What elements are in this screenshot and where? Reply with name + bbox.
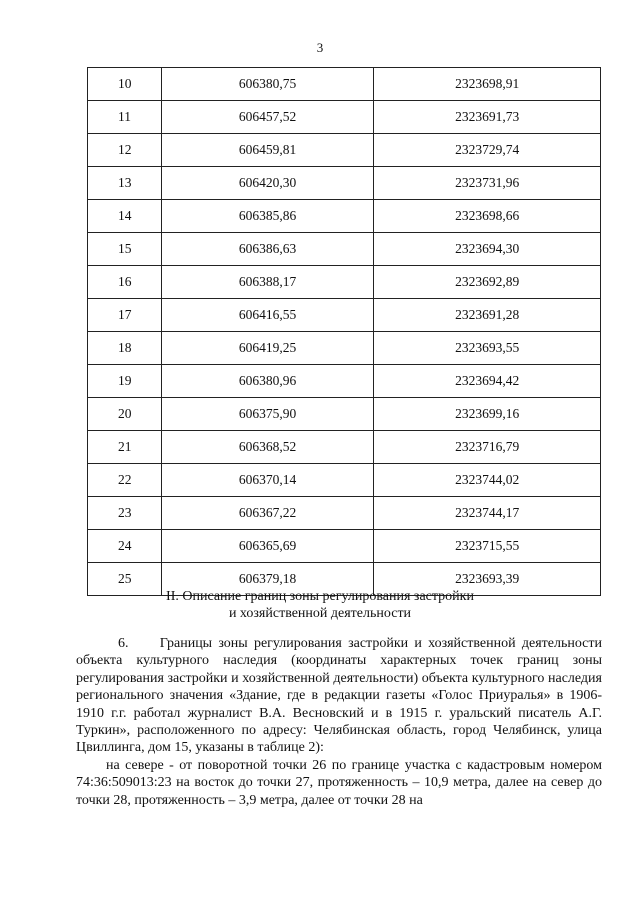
y-coordinate-cell: 2323699,16 <box>374 398 601 431</box>
x-coordinate-cell: 606368,52 <box>161 431 374 464</box>
table-row <box>88 233 601 266</box>
table-row <box>88 464 601 497</box>
coordinates-table-body <box>88 68 601 596</box>
point-number-cell: 20 <box>88 398 162 431</box>
y-coordinate-cell: 2323698,66 <box>374 200 601 233</box>
point-number-cell: 12 <box>88 134 162 167</box>
x-coordinate-cell: 606416,55 <box>161 299 374 332</box>
y-coordinate-cell: 2323691,28 <box>374 299 601 332</box>
point-number-cell: 11 <box>88 101 162 134</box>
point-number-cell: 21 <box>88 431 162 464</box>
table-row <box>88 497 601 530</box>
point-number-cell: 19 <box>88 365 162 398</box>
y-coordinate-cell: 2323715,55 <box>374 530 601 563</box>
x-coordinate-cell: 606375,90 <box>161 398 374 431</box>
point-number-cell: 16 <box>88 266 162 299</box>
point-number-cell: 15 <box>88 233 162 266</box>
y-coordinate-cell: 2323744,17 <box>374 497 601 530</box>
y-coordinate-cell: 2323694,30 <box>374 233 601 266</box>
table-row <box>88 398 601 431</box>
point-number-cell: 13 <box>88 167 162 200</box>
y-coordinate-cell: 2323691,73 <box>374 101 601 134</box>
section-title-line-2: и хозяйственной деятельности <box>228 606 412 621</box>
x-coordinate-cell: 606379,18 <box>161 563 374 596</box>
x-coordinate-cell: 606367,22 <box>161 497 374 530</box>
x-coordinate-cell: 606457,52 <box>161 101 374 134</box>
y-coordinate-cell: 2323692,89 <box>374 266 601 299</box>
table-row <box>88 431 601 464</box>
body-text <box>76 635 602 809</box>
y-coordinate-cell: 2323693,55 <box>374 332 601 365</box>
point-number-cell: 14 <box>88 200 162 233</box>
paragraph-north-boundary: на севере - от поворотной точки 26 по границе участка с кадастровым номером 74:36:509013:23 на восток до точки 27, протяженность – 10,9 метра, далее на север до точки 28, протяженность – 3,9 метра, далее от точки 28 на <box>76 757 602 808</box>
section-heading <box>0 588 640 622</box>
y-coordinate-cell: 2323729,74 <box>374 134 601 167</box>
x-coordinate-cell: 606388,17 <box>161 266 374 299</box>
table-row <box>88 200 601 233</box>
x-coordinate-cell: 606386,63 <box>161 233 374 266</box>
y-coordinate-cell: 2323693,39 <box>374 563 601 596</box>
table-row <box>88 101 601 134</box>
point-number-cell: 18 <box>88 332 162 365</box>
point-number-cell: 22 <box>88 464 162 497</box>
section-title-line-1: II. Описание границ зоны регулирования застройки <box>166 589 474 604</box>
table-row <box>88 530 601 563</box>
table-row <box>88 167 601 200</box>
x-coordinate-cell: 606380,75 <box>161 68 374 101</box>
point-number-cell: 25 <box>88 563 162 596</box>
table-row <box>88 266 601 299</box>
table-row <box>88 365 601 398</box>
page-number: 3 <box>316 40 324 55</box>
x-coordinate-cell: 606419,25 <box>161 332 374 365</box>
x-coordinate-cell: 606370,14 <box>161 464 374 497</box>
coordinates-table <box>87 67 601 596</box>
x-coordinate-cell: 606365,69 <box>161 530 374 563</box>
x-coordinate-cell: 606420,30 <box>161 167 374 200</box>
point-number-cell: 23 <box>88 497 162 530</box>
table-row <box>88 299 601 332</box>
y-coordinate-cell: 2323731,96 <box>374 167 601 200</box>
y-coordinate-cell: 2323716,79 <box>374 431 601 464</box>
point-number-cell: 17 <box>88 299 162 332</box>
paragraph-6: 6. Границы зоны регулирования застройки и хозяйственной деятельности объекта культурного наследия (координаты характерных точек границ зоны регулирования застройки и хозяйственной деятельности) объекта культурного наследия регионального значения «Здание, где в редакции газеты «Голос Приуралья» в 1906-1910 г.г. работал журналист В.А. Весновский и в 1915 г. уральский писатель А.Г. Туркин», расположенного по адресу: Челябинская область, город Челябинск, улица Цвиллинга, дом 15, указаны в таблице 2): <box>76 636 602 756</box>
table-row <box>88 332 601 365</box>
y-coordinate-cell: 2323698,91 <box>374 68 601 101</box>
x-coordinate-cell: 606385,86 <box>161 200 374 233</box>
x-coordinate-cell: 606459,81 <box>161 134 374 167</box>
x-coordinate-cell: 606380,96 <box>161 365 374 398</box>
point-number-cell: 24 <box>88 530 162 563</box>
y-coordinate-cell: 2323694,42 <box>374 365 601 398</box>
point-number-cell: 10 <box>88 68 162 101</box>
y-coordinate-cell: 2323744,02 <box>374 464 601 497</box>
table-row <box>88 68 601 101</box>
table-row <box>88 134 601 167</box>
